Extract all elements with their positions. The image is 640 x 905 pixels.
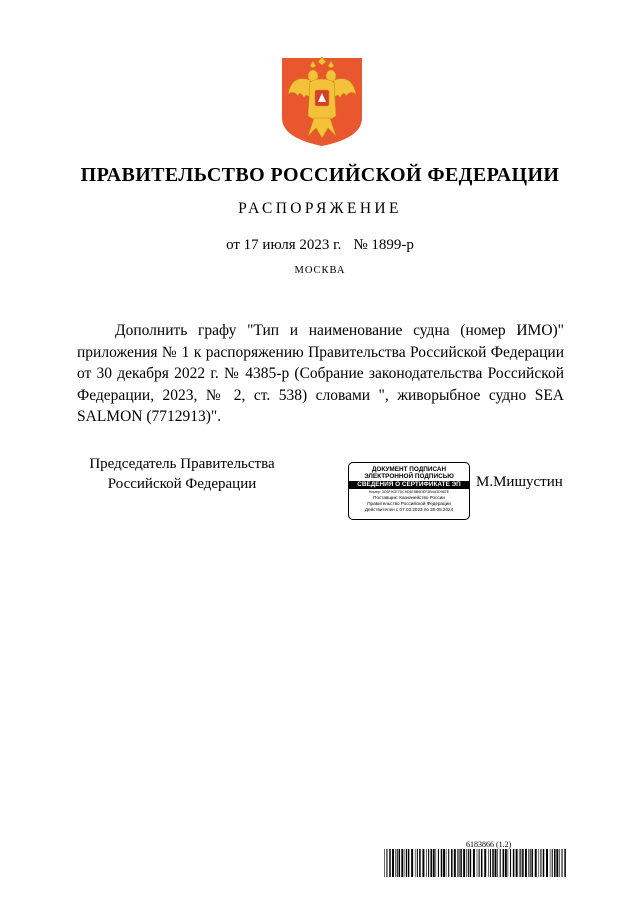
stamp-validity: Действителен с 07.03.2023 по 30.05.2024 <box>364 506 454 512</box>
stamp-serial: Номер: 3C6F9CE7DC9D4E8B6DEF3B4A3D987E <box>368 489 450 494</box>
russian-coat-of-arms-icon <box>280 56 364 148</box>
electronic-signature-stamp <box>348 462 470 520</box>
stamp-supplier: Поставщик: Казначейство России <box>373 494 445 500</box>
position-line-1: Председатель Правительства <box>89 456 275 472</box>
stamp-line-2: ЭЛЕКТРОННОЙ ПОДПИСЬЮ <box>364 473 454 480</box>
document-type: РАСПОРЯЖЕНИЕ <box>238 200 402 217</box>
signer-name: М.Мишустин <box>476 474 563 490</box>
position-line-2: Российской Федерации <box>107 475 257 492</box>
stamp-certificate-bar: СВЕДЕНИЯ О СЕРТИФИКАТЕ ЭП <box>349 481 469 489</box>
document-date: от 17 июля 2023 г. <box>226 237 342 253</box>
government-title: ПРАВИТЕЛЬСТВО РОССИЙСКОЙ ФЕДЕРАЦИИ <box>80 164 560 186</box>
city: МОСКВА <box>294 265 346 276</box>
document-code: 6183866 (1.2) <box>466 840 512 849</box>
barcode-icon <box>384 849 566 877</box>
stamp-owner: Правительство Российской Федерации <box>367 500 451 506</box>
signatory-position <box>77 455 287 494</box>
document-number: № 1899-р <box>353 237 414 253</box>
stamp-line-1: ДОКУМЕНТ ПОДПИСАН <box>371 466 447 473</box>
order-paragraph: Дополнить графу "Тип и наименование судна (номер ИМО)" приложения № 1 к распоряжению Правительства Российской Федерации от 30 декабря 2022 г. № 4385-р (Собрание законодательства Российской Федерации, 2023, № 2, ст. 538) словами ", живорыбное судно SEA SALMON (7712913)". <box>77 322 564 425</box>
date-and-number <box>0 237 640 254</box>
order-body <box>77 320 564 428</box>
